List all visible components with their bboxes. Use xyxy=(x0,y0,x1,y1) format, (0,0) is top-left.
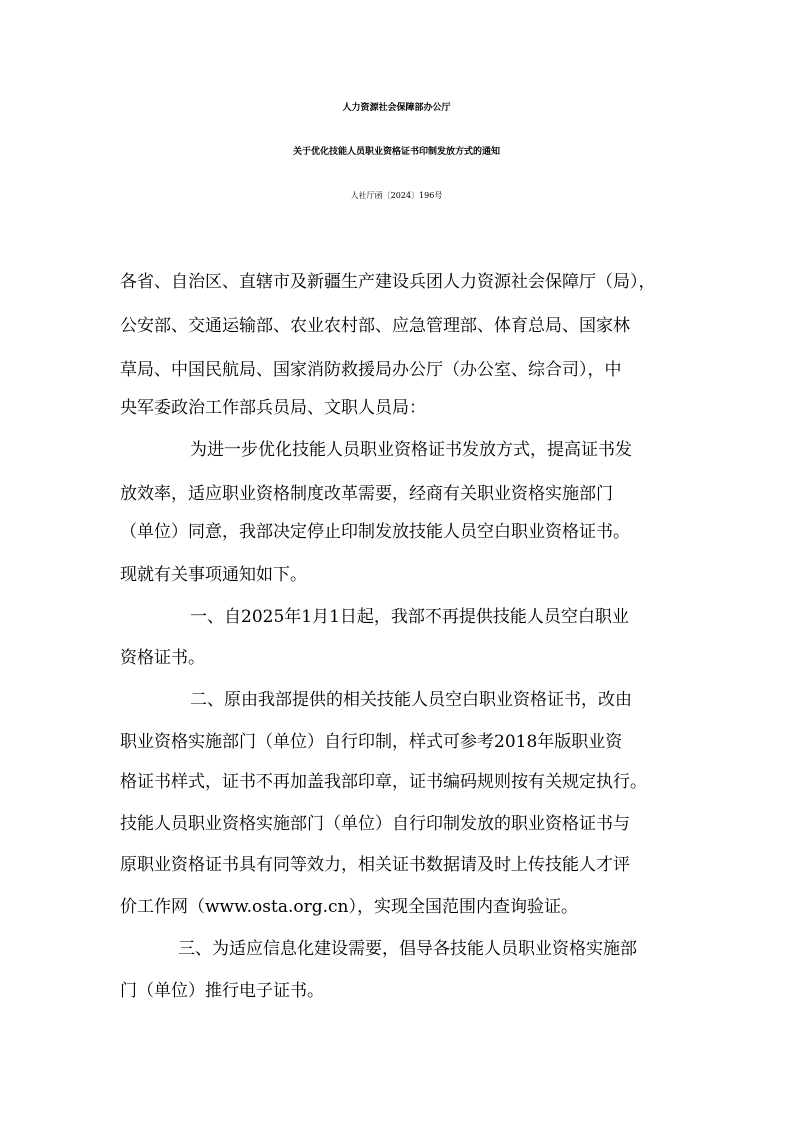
item-1-line: 一、自2025年1月1日起，我部不再提供技能人员空白职业 xyxy=(190,607,629,627)
item-2-line: 技能人员职业资格实施部门（单位）自行印制发放的职业资格证书与 xyxy=(120,814,630,834)
item-2-line: 职业资格实施部门（单位）自行印制，样式可参考2018年版职业资 xyxy=(120,732,623,752)
intro-line: 放效率，适应职业资格制度改革需要，经商有关职业资格实施部门 xyxy=(120,484,613,504)
addressee-line: 公安部、交通运输部、农业农村部、应急管理部、体育总局、国家林 xyxy=(120,316,630,336)
item-2-line: 价工作网（www.osta.org.cn），实现全国范围内查询验证。 xyxy=(120,897,578,917)
item-2-line: 格证书样式，证书不再加盖我部印章，证书编码规则按有关规定执行。 xyxy=(120,772,647,792)
addressee-line: 草局、中国民航局、国家消防救援局办公厅（办公室、综合司），中 xyxy=(120,360,622,380)
item-1-line: 资格证书。 xyxy=(120,648,205,668)
addressee-line: 各省、自治区、直辖市及新疆生产建设兵团人力资源社会保障厅（局）， xyxy=(120,272,656,292)
item-2-line: 二、原由我部提供的相关技能人员空白职业资格证书，改由 xyxy=(190,690,632,710)
intro-line: 现就有关事项通知如下。 xyxy=(120,565,307,585)
addressee-line: 央军委政治工作部兵员局、文职人员局： xyxy=(120,398,426,418)
intro-line: （单位）同意，我部决定停止印制发放技能人员空白职业资格证书。 xyxy=(120,522,630,542)
item-2-line: 原职业资格证书具有同等效力，相关证书数据请及时上传技能人才评 xyxy=(120,855,630,875)
document-number: 人社厅函〔2024〕196号 xyxy=(350,191,443,200)
document-title-line-2: 关于优化技能人员职业资格证书印制发放方式的通知 xyxy=(292,147,500,157)
document-title-line-1: 人力资源社会保障部办公厅 xyxy=(342,103,451,113)
intro-line: 为进一步优化技能人员职业资格证书发放方式，提高证书发 xyxy=(190,440,632,460)
item-3-line: 三、为适应信息化建设需要，倡导各技能人员职业资格实施部 xyxy=(178,939,637,959)
item-3-line: 门（单位）推行电子证书。 xyxy=(120,981,324,1001)
